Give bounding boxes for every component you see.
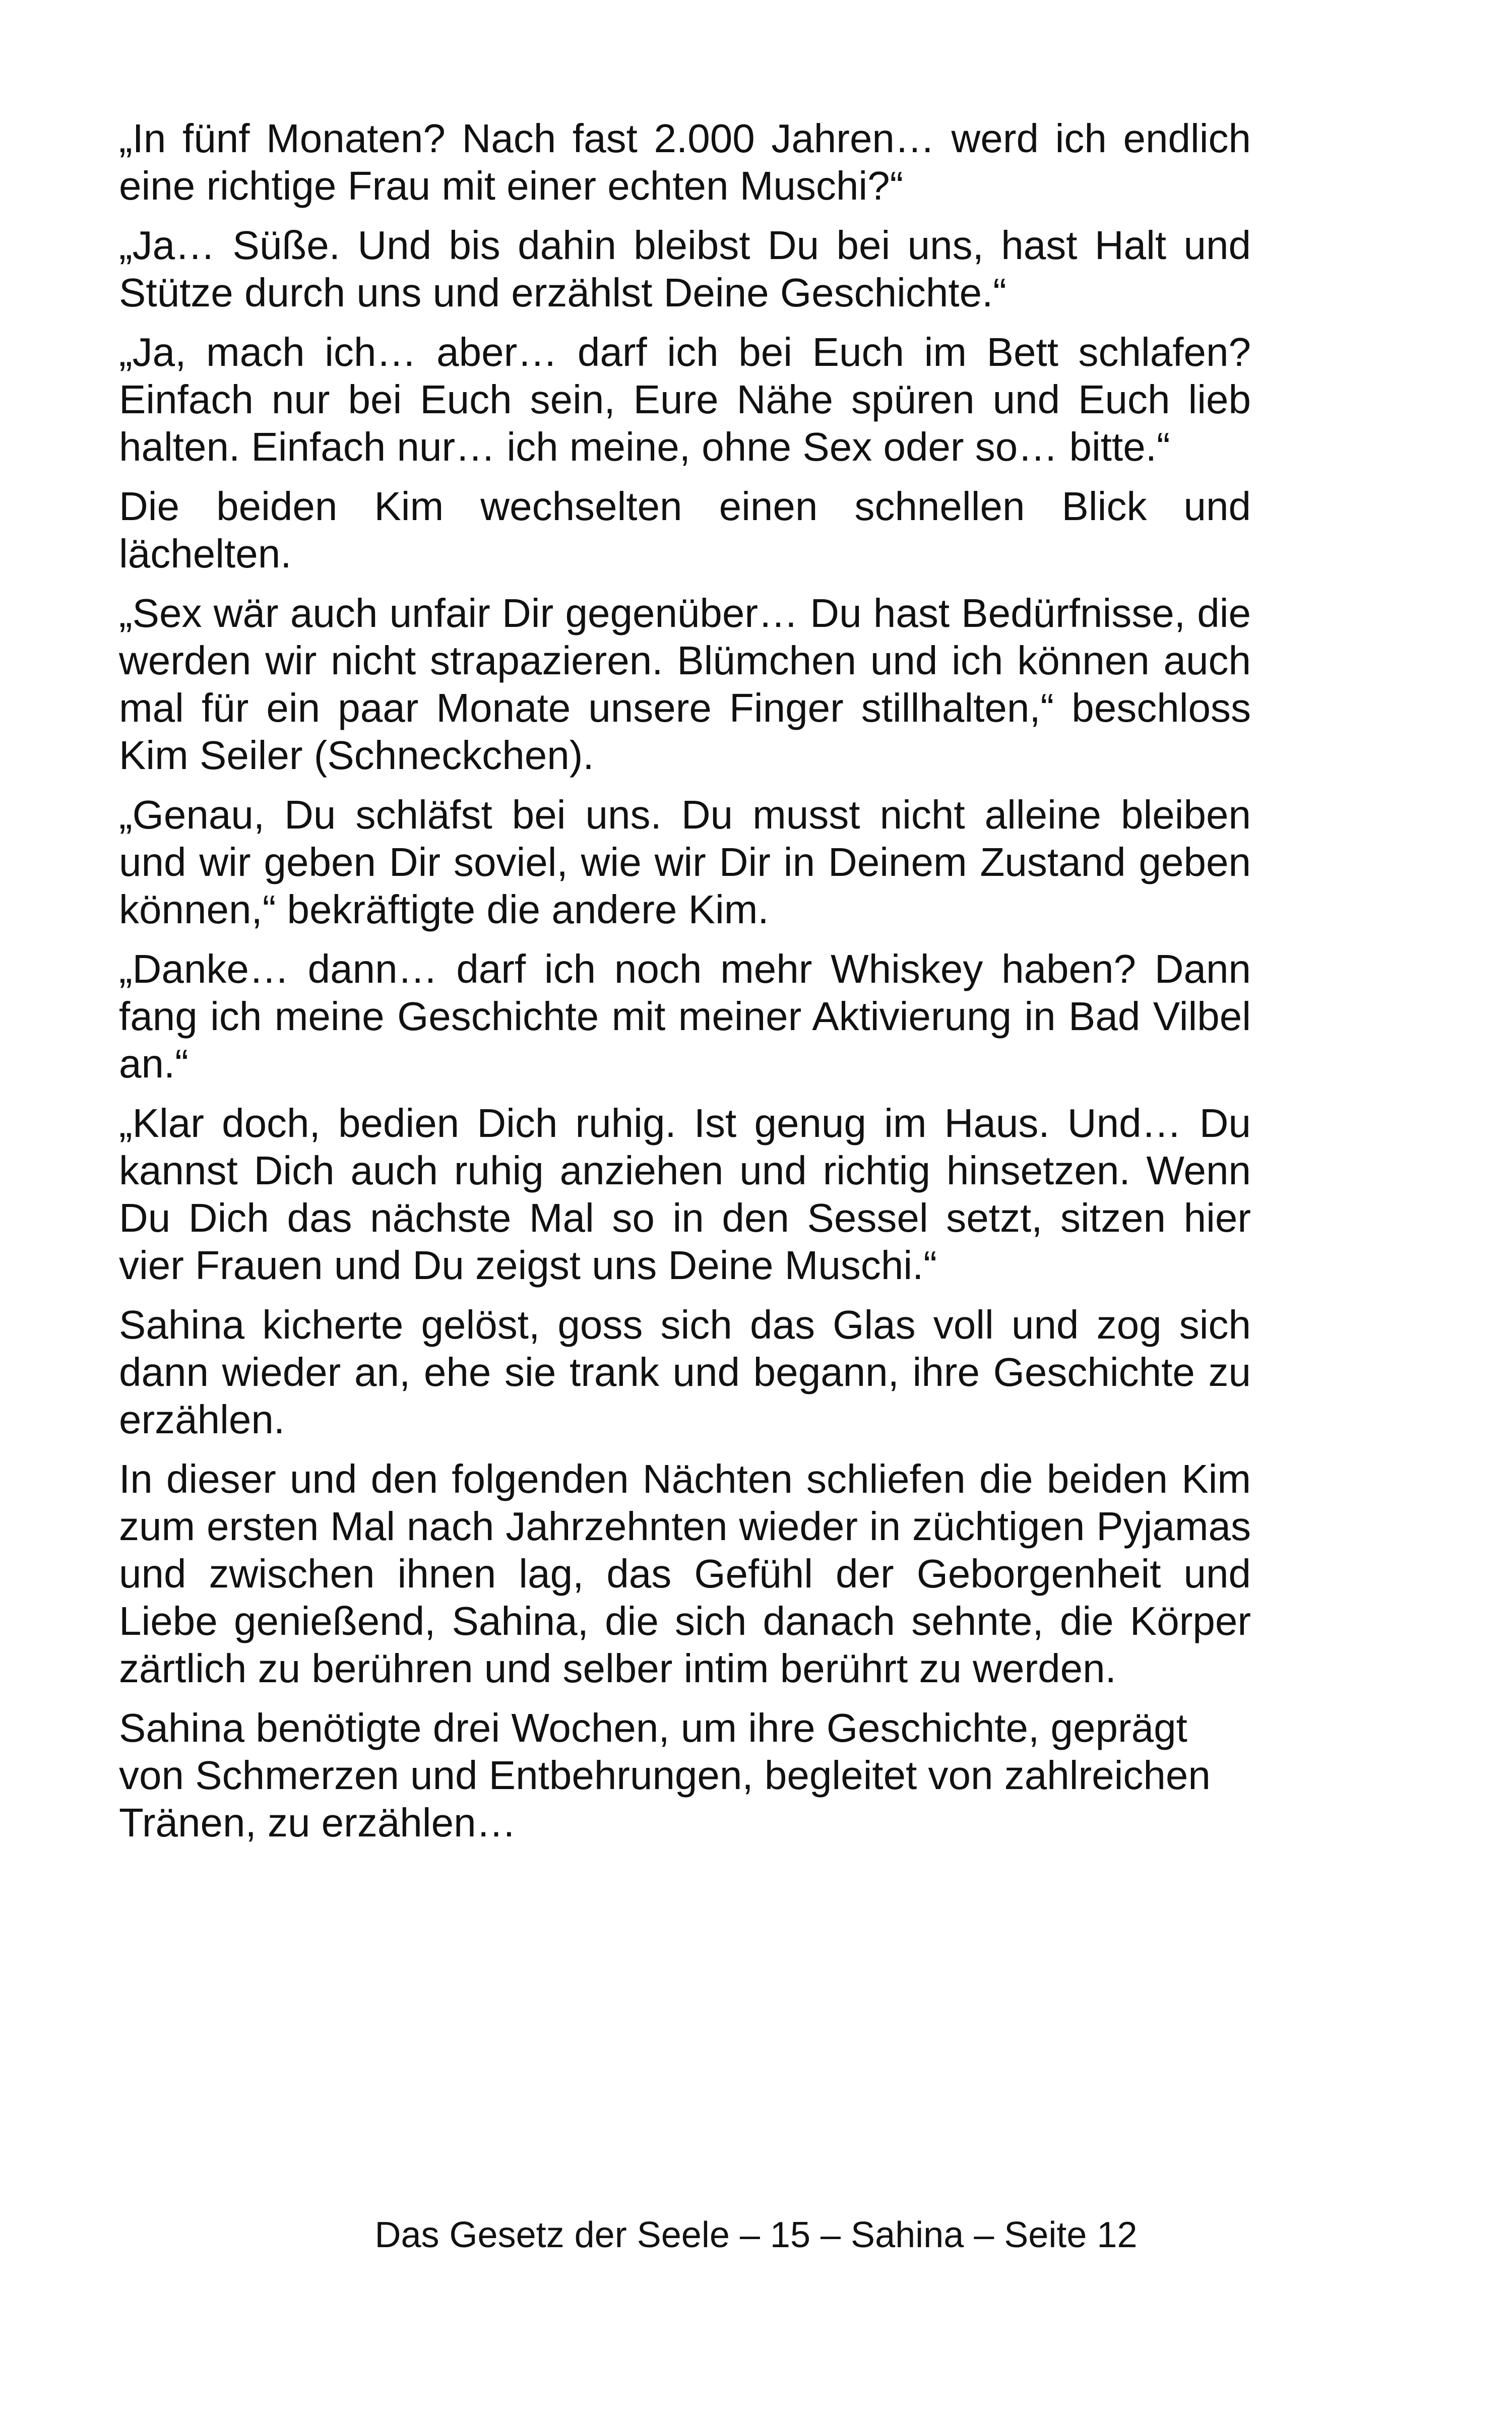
paragraph: „Klar doch, bedien Dich ruhig. Ist genug im Haus. Und… Du kannst Dich auch ruhig anziehen und richtig hinsetzen. Wenn Du Dich das nächste Mal so in den Sessel setzt, sitzen hier vier Frauen und Du zeigst uns Deine Muschi.“ (119, 1101, 1251, 1288)
paragraph: Sahina benötigte drei Wochen, um ihre Geschichte, geprägt von Schmerzen und Entbehrungen, begleitet von zahlreichen Tränen, zu erzählen… (119, 1705, 1211, 1845)
paragraph: „In fünf Monaten? Nach fast 2.000 Jahren… werd ich endlich eine richtige Frau mit einer echten Muschi?“ (119, 116, 1251, 208)
page-footer: Das Gesetz der Seele – 15 – Sahina – Seite 12 (374, 2215, 1138, 2255)
paragraph: Sahina kicherte gelöst, goss sich das Glas voll und zog sich dann wieder an, ehe sie trank und begann, ihre Geschichte zu erzählen. (119, 1302, 1251, 1442)
paragraph: „Sex wär auch unfair Dir gegenüber… Du hast Bedürfnisse, die werden wir nicht strapazieren. Blümchen und ich können auch mal für ein paar Monate unsere Finger stillhalten,“ beschloss Kim Seiler (Schneckchen). (119, 591, 1251, 778)
paragraph: „Danke… dann… darf ich noch mehr Whiskey haben? Dann fang ich meine Geschichte mit meiner Aktivierung in Bad Vilbel an.“ (119, 946, 1251, 1086)
paragraph: In dieser und den folgenden Nächten schliefen die beiden Kim zum ersten Mal nach Jahrzehnten wieder in züchtigen Pyjamas und zwischen ihnen lag, das Gefühl der Geborgenheit und Liebe genießend, Sahina, die sich danach sehnte, die Körper zärtlich zu berühren und selber intim berührt zu werden. (119, 1456, 1251, 1691)
paragraph: „Ja, mach ich… aber… darf ich bei Euch im Bett schlafen? Einfach nur bei Euch sein, Eure Nähe spüren und Euch lieb halten. Einfach nur… ich meine, ohne Sex oder so… bitte.“ (119, 330, 1251, 469)
paragraph: Die beiden Kim wechselten einen schnellen Blick und lächelten. (119, 484, 1251, 576)
paragraph: „Ja… Süße. Und bis dahin bleibst Du bei uns, hast Halt und Stütze durch uns und erzählst Deine Geschichte.“ (119, 223, 1251, 315)
paragraph: „Genau, Du schläfst bei uns. Du musst nicht alleine bleiben und wir geben Dir soviel, wie wir Dir in Deinem Zustand geben können,“ bekräftigte die andere Kim. (119, 792, 1251, 932)
body-text (119, 115, 1251, 1859)
